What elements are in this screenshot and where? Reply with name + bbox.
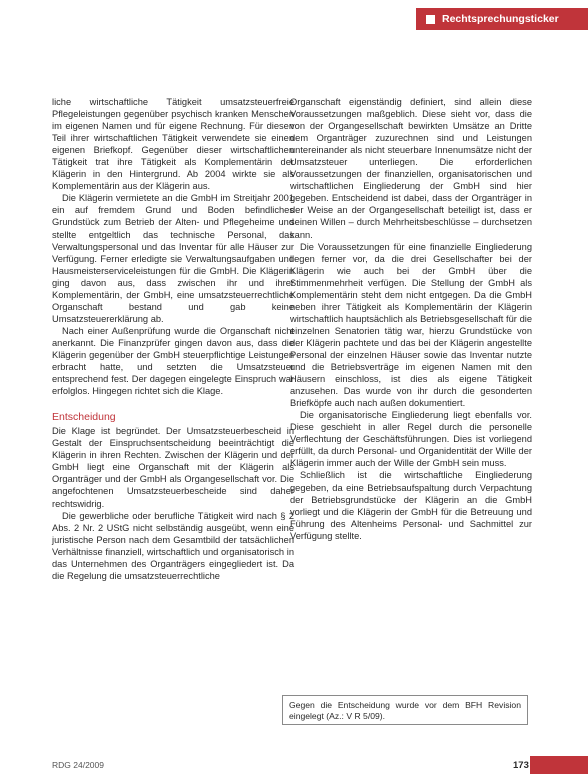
paragraph: Nach einer Außenprüfung wurde die Organschaft nicht anerkannt. Die Finanzprüfer gingen davon aus, dass die Klägerin gegenüber der GmbH steuerpflichtige Leistungen erbracht hatte, und setzten die Umsatzsteuer entsprechend fest. Der dagegen eingelegte Einspruch war erfolglos. Hingegen richtet sich die Klage. [52, 325, 294, 397]
section-title: Rechtsprechungsticker [442, 13, 559, 25]
footer-accent-bar [530, 756, 588, 774]
paragraph: liche wirtschaftliche Tätigkeit umsatzsteuerfreie Pflegeleistungen gegenüber psychisch kranken Menschen im eigenen Namen und für eigene Rechnung. Für diesen Teil ihrer wirtschaftlichen Tätigkeit verwendete sie einen eigenen Briefkopf. Gegenüber dieser wirtschaftlichen Tätigkeit trat ihre Tätigkeit als Komplementärin der Klägerin in den Hintergrund. Ab 2004 wirkte sie als Komplementärin aus der Klägerin aus. [52, 97, 294, 192]
paragraph: Schließlich ist die wirtschaftliche Eingliederung gegeben, da eine Betriebsaufspaltung durch Verpachtung der Betriebsgrundstücke der Klägerin an die GmbH vorliegt und die Klägerin der GmbH für die Betreuung und Führung des Altenheims Personal- und Sachmittel zur Verfügung stellte. [290, 470, 532, 541]
paragraph: Organschaft eigenständig definiert, sind allein diese Voraussetzungen maßgeblich. Diese sieht vor, dass die von der Organgesellschaft bewirkten Umsätze an Dritte dem Organträger zuzurechnen sind und Leistungen untereinander als nicht steuerbare Innenumsätze nicht der Umsatzsteuer unterliegen. Die erforderlichen Voraussetzungen der finanziellen, organisatorischen und wirtschaftlichen Eingliederung der GmbH sind hier gegeben. Entscheidend ist dabei, dass der Organträger in der Weise an der Organgesellschaft beteiligt ist, dass er seinen Willen – durch Mehrheitsbeschlüsse – durchsetzen kann. [290, 97, 532, 240]
section-banner [416, 8, 588, 30]
right-column [290, 96, 532, 542]
paragraph: Die gewerbliche oder berufliche Tätigkeit wird nach § 2 Abs. 2 Nr. 2 UStG nicht selbständig ausgeübt, wenn eine juristische Person nach dem Gesamtbild der tatsächlichen Verhältnisse finanziell, wirtschaftlich und organisatorisch in das Unternehmen des Organträgers eingegliedert ist. Da die Regelung die umsatzsteuerrechtliche [52, 510, 294, 581]
page-number: 173 [513, 760, 529, 771]
revision-note-box [282, 695, 528, 725]
paragraph: Die Klägerin vermietete an die GmbH im Streitjahr 2001 ein auf fremdem Grund und Boden befindliches Grundstück zum Betrieb der Alten- und Pflegeheime und stellte entgeltlich das technische Personal, das Verwaltungspersonal und das Inventar für alle Häuser zur Verfügung. Ferner erledigte sie Verwaltungsaufgaben und Hausmeisterserviceleistungen für die GmbH. Die Klägerin ging davon aus, dass zwischen ihr und ihrer Komplementärin, der GmbH, eine umsatzsteuerrechtliche Organschaft bestand und gab keine Umsatzsteuererklärung ab. [52, 193, 294, 324]
left-column [52, 96, 294, 582]
revision-note-text: Gegen die Entscheidung wurde vor dem BFH Revision eingelegt (Az.: V R 5/09). [289, 700, 521, 721]
paragraph: Die organisatorische Eingliederung liegt ebenfalls vor. Diese geschieht in aller Regel durch die personelle Verflechtung der Geschäftsführungen. Dies ist vorliegend erfüllt, da durch Personal- und Organidentität der Wille der Klägerin immer auch der Wille der GmbH sein muss. [290, 410, 532, 469]
journal-reference: RDG 24/2009 [52, 760, 104, 770]
square-bullet-icon [426, 15, 435, 24]
paragraph: Die Klage ist begründet. Der Umsatzsteuerbescheid in Gestalt der Einspruchsentscheidung beeinträchtigt die Klägerin in ihren Rechten. Zwischen der Klägerin und der GmbH liegt eine Organschaft mit der Klägerin als Organträger und der GmbH als Organgesellschaft vor. Die angefochtenen Umsatzsteuerbescheide sind daher rechtswidrig. [52, 426, 294, 509]
decision-heading: Entscheidung [52, 411, 116, 424]
paragraph: Die Voraussetzungen für eine finanzielle Eingliederung liegen ferner vor, da die drei Gesellschafter bei der Klägerin wie auch bei der GmbH über die Stimmenmehrheit verfügen. Die Stellung der GmbH als Komplementärin steht dem nicht entgegen. Da die GmbH neben ihrer Tätigkeit als Komplementärin der Klägerin wirtschaftlich hauptsächlich als Betriebsgesellschaft für die einzelnen Senatorien tätig war, hierzu Grundstücke von der Klägerin pachtete und das bei der Klägerin angestellte Personal der einzelnen Häuser sowie das Inventar nutzte und die Betriebsverträge im eigenen Namen mit den Häusern einschloss, ist dies als eigene Tätigkeit anzusehen. Das wurde von ihr durch die gesonderten Briefköpfe auch nach außen dokumentiert. [290, 241, 532, 409]
